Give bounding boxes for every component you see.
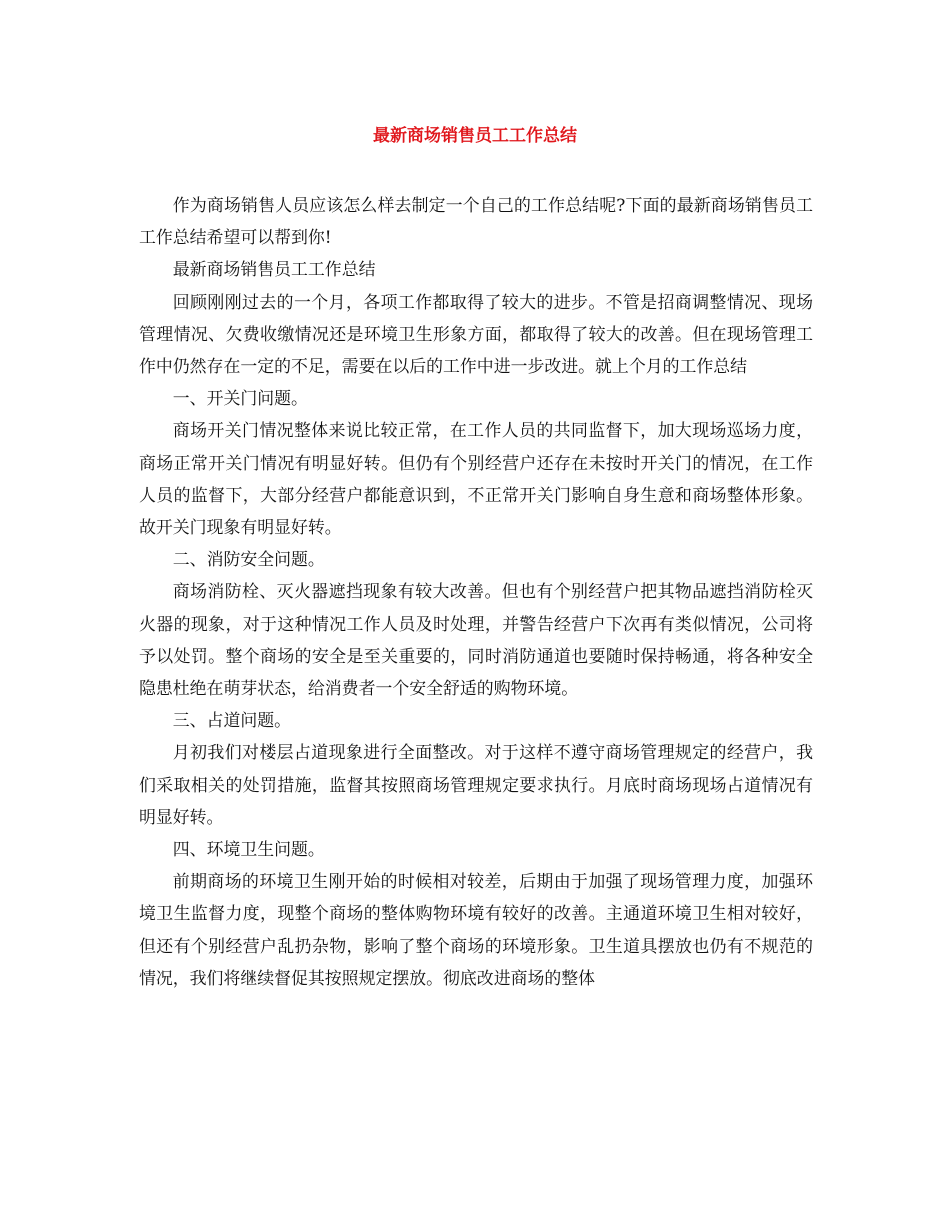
paragraph-sanitation: 前期商场的环境卫生刚开始的时候相对较差，后期由于加强了现场管理力度，加强环境卫生监督力度，现整个商场的整体购物环境有较好的改善。主通道环境卫生相对较好，但还有个别经营户乱扔杂物，影响了整个商场的环境形象。卫生道具摆放也仍有不规范的情况，我们将继续督促其按照规定摆放。彻底改进商场的整体: [139, 871, 813, 988]
section-heading-door: 一、开关门问题。: [172, 388, 308, 409]
document-title: 最新商场销售员工工作总结: [373, 126, 577, 146]
paragraph-door: 商场开关门情况整体来说比较正常，在工作人员的共同监督下，加大现场巡场力度，商场正常开关门情况有明显好转。但仍有个别经营户还存在未按时开关门的情况，在工作人员的监督下，大部分经营户都能意识到，不正常开关门影响自身生意和商场整体形象。故开关门现象有明显好转。: [139, 420, 813, 538]
paragraph-intro: 作为商场销售人员应该怎么样去制定一个自己的工作总结呢?下面的最新商场销售员工工作总结希望可以帮到你!: [139, 195, 813, 248]
paragraph-review: 回顾刚刚过去的一个月，各项工作都取得了较大的进步。不管是招商调整情况、现场管理情况、欠费收缴情况还是环境卫生形象方面，都取得了较大的改善。但在现场管理工作中仍然存在一定的不足，需要在以后的工作中进一步改进。就上个月的工作总结: [139, 291, 813, 377]
paragraph-fire-safety: 商场消防栓、灭火器遮挡现象有较大改善。但也有个别经营户把其物品遮挡消防栓灭火器的现象，对于这种情况工作人员及时处理，并警告经营户下次再有类似情况，公司将予以处罚。整个商场的安全是至关重要的，同时消防通道也要随时保持畅通，将各种安全隐患杜绝在萌芽状态，给消费者一个安全舒适的购物环境。: [139, 581, 813, 699]
paragraph-aisle: 月初我们对楼层占道现象进行全面整改。对于这样不遵守商场管理规定的经营户，我们采取相关的处罚措施，监督其按照商场管理规定要求执行。月底时商场现场占道情况有明显好转。: [139, 742, 813, 827]
section-heading-sanitation: 四、环境卫生问题。: [172, 839, 325, 860]
document-body: [139, 189, 813, 994]
section-heading-aisle: 三、占道问题。: [172, 710, 292, 731]
section-heading-fire-safety: 二、消防安全问题。: [172, 549, 325, 570]
paragraph-subtitle: 最新商场销售员工工作总结: [172, 259, 376, 280]
